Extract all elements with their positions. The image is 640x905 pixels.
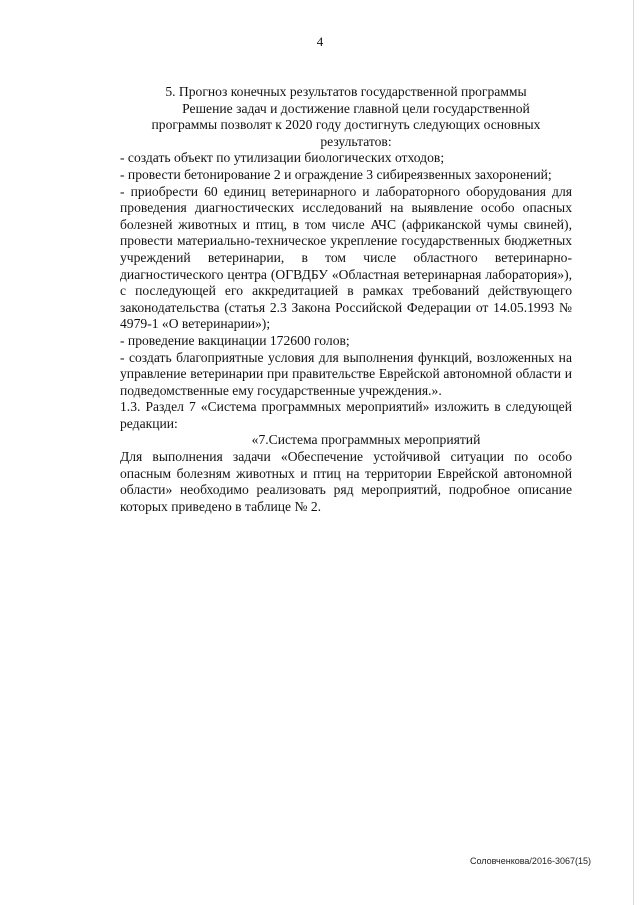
document-body — [120, 84, 572, 515]
scan-edge-line — [633, 0, 634, 905]
result-item-3: - приобрести 60 единиц ветеринарного и лабораторного оборудования для проведения диагностических исследований на выявление особо опасных болезней животных и птиц, в том числе АЧС (африканской чумы свиней), провести материально-техническое укрепление государственных бюджетных учреждений ветеринарии, в том числе областного ветеринарно-диагностического центра (ОГВДБУ «Областная ветеринарная лаборатория»), с последующей его аккредитацией в рамках требований действующего законодательства (статья 2.3 Закона Российской Федерации от 14.05.1993 № 4979-1 «О ветеринарии»); — [120, 183, 572, 332]
result-item-4: - проведение вакцинации 172600 голов; — [120, 332, 350, 348]
section-change-paragraph: 1.3. Раздел 7 «Система программных мероприятий» изложить в следующей редакции: — [120, 399, 572, 431]
result-item-2: - провести бетонирование 2 и ограждение 3 сибиреязвенных захоронений; — [120, 166, 552, 182]
footer-reference: Соловченкова/2016-3067(15) — [470, 856, 591, 866]
heading-line-3: программы позволят к 2020 году достигнуть следующих основных — [151, 117, 541, 133]
subsection-title: «7.Система программных мероприятий — [251, 432, 481, 448]
result-item-1: - создать объект по утилизации биологических отходов; — [120, 150, 445, 166]
result-item-5: - создать благоприятные условия для выполнения функций, возложенных на управление ветеринарии при правительстве Еврейской автономной области и подведомственные ему государственные учреждения.». — [120, 349, 572, 398]
heading-line-4: результатов: — [320, 133, 392, 149]
heading-line-2: Решение задач и достижение главной цели государственной — [182, 100, 530, 116]
final-paragraph: Для выполнения задачи «Обеспечение устойчивой ситуации по особо опасным болезням животных и птиц на территории Еврейской автономной области» необходимо реализовать ряд мероприятий, подробное описание которых приведено в таблице № 2. — [120, 449, 572, 514]
page-number: 4 — [316, 34, 324, 49]
section-heading: 5. Прогноз конечных результатов государственной программы — [165, 84, 527, 99]
